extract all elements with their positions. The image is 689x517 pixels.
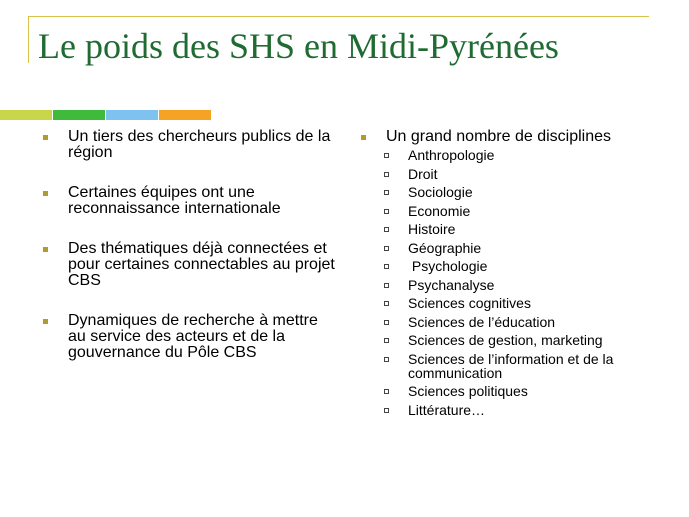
discipline-item	[358, 148, 678, 162]
discipline-item	[358, 167, 678, 181]
hollow-square-bullet-icon	[384, 153, 389, 158]
bullet-item	[40, 129, 340, 161]
hollow-square-bullet-icon	[384, 338, 389, 343]
bullet-text: Un grand nombre de disciplines	[386, 128, 612, 145]
bullet-item	[40, 313, 340, 361]
accent-segment-green	[53, 110, 105, 120]
discipline-text: Sciences de gestion, marketing	[408, 332, 603, 348]
accent-segment-lime	[0, 110, 52, 120]
discipline-item	[358, 296, 678, 310]
hollow-square-bullet-icon	[384, 246, 389, 251]
bullet-text: Certaines équipes ont une reconnaissance internationale	[68, 184, 281, 217]
discipline-item	[358, 185, 678, 199]
discipline-text: Sciences cognitives	[408, 295, 531, 311]
discipline-item	[358, 315, 678, 329]
left-bullet-list	[40, 129, 340, 361]
hollow-square-bullet-icon	[384, 389, 389, 394]
discipline-text: Sciences de l’information et de la communication	[408, 350, 614, 381]
discipline-item	[358, 259, 678, 273]
hollow-square-bullet-icon	[384, 301, 389, 306]
hollow-square-bullet-icon	[384, 227, 389, 232]
discipline-text: Histoire	[408, 221, 456, 237]
slide-title: Le poids des SHS en Midi-Pyrénées	[38, 26, 559, 66]
discipline-item	[358, 333, 678, 347]
bullet-square-icon	[361, 135, 366, 140]
bullet-text: Dynamiques de recherche à mettre au service des acteurs et de la gouvernance du Pôle CBS	[68, 312, 318, 361]
bullet-item	[40, 185, 340, 217]
bullet-square-icon	[43, 135, 48, 140]
hollow-square-bullet-icon	[384, 264, 389, 269]
accent-segment-orange	[159, 110, 211, 120]
discipline-text: Sciences politiques	[408, 383, 528, 399]
discipline-text: Sociologie	[408, 184, 473, 200]
hollow-square-bullet-icon	[384, 408, 389, 413]
discipline-text: Sciences de l’éducation	[408, 313, 556, 330]
hollow-square-bullet-icon	[384, 283, 389, 288]
bullet-text: Des thématiques déjà connectées et pour certaines connectables au projet CBS	[68, 240, 335, 289]
hollow-square-bullet-icon	[384, 172, 389, 177]
bullet-text: Un tiers des chercheurs publics de la région	[68, 128, 331, 161]
discipline-text: Psychanalyse	[408, 276, 495, 293]
discipline-item	[358, 384, 678, 398]
discipline-item	[358, 352, 678, 380]
title-frame-top-line	[28, 16, 649, 17]
disciplines-sublist	[386, 148, 678, 417]
bullet-square-icon	[43, 247, 48, 252]
discipline-text: Géographie	[408, 239, 482, 256]
right-bullet-list	[358, 129, 678, 421]
discipline-item	[358, 222, 678, 236]
title-frame-left-line	[28, 16, 29, 63]
discipline-text: Littérature…	[408, 401, 486, 418]
discipline-item	[358, 278, 678, 292]
accent-segment-blue	[106, 110, 158, 120]
discipline-text: Psychologie	[408, 258, 488, 274]
discipline-item	[358, 204, 678, 218]
hollow-square-bullet-icon	[384, 209, 389, 214]
bullet-item	[40, 241, 340, 289]
discipline-text: Anthropologie	[408, 147, 495, 163]
bullet-square-icon	[43, 191, 48, 196]
bullet-square-icon	[43, 319, 48, 324]
discipline-item	[358, 241, 678, 255]
discipline-text: Economie	[408, 202, 471, 219]
bullet-item-disciplines	[358, 129, 678, 417]
accent-color-bar	[0, 110, 211, 120]
discipline-item	[358, 403, 678, 417]
hollow-square-bullet-icon	[384, 320, 389, 325]
hollow-square-bullet-icon	[384, 357, 389, 362]
hollow-square-bullet-icon	[384, 190, 389, 195]
discipline-text: Droit	[408, 165, 438, 182]
